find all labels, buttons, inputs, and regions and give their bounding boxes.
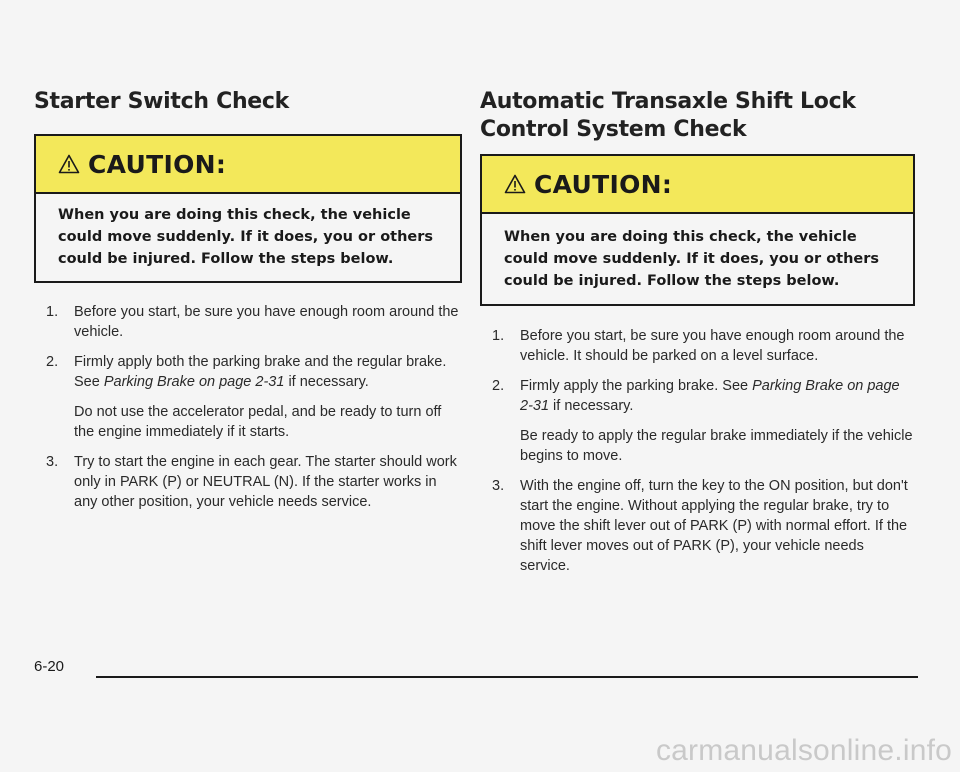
right-column [480, 86, 915, 586]
list-item [480, 376, 915, 466]
caution-label: CAUTION: [88, 149, 227, 179]
caution-box [480, 154, 915, 306]
list-item [480, 476, 915, 576]
step-number: 1. [492, 328, 505, 344]
caution-label: CAUTION: [534, 169, 673, 199]
step-text: Before you start, be sure you have enough room around the vehicle. [74, 304, 459, 340]
step-list [480, 326, 915, 576]
step-text: Before you start, be sure you have enough room around the vehicle. It should be parked on a level surface. [520, 328, 905, 364]
caution-box [34, 134, 462, 283]
caution-header [36, 136, 460, 194]
footer-divider [96, 676, 918, 678]
step-list [34, 302, 462, 512]
step-text [520, 376, 915, 416]
step-text: Try to start the engine in each gear. The starter should work only in PARK (P) or NEUTRAL (N). If the starter works in any other position, your vehicle needs service. [74, 454, 457, 510]
page-reference: Parking Brake on page 2-31 [103, 374, 285, 390]
step-subtext: Be ready to apply the regular brake immediately if the vehicle begins to move. [520, 428, 913, 464]
step-number: 1. [46, 304, 59, 320]
step-number: 3. [492, 478, 505, 494]
step-text-pre: Firmly apply the parking brake. See [520, 378, 753, 394]
section-title-starter-switch: Starter Switch Check [34, 89, 289, 114]
step-text [74, 352, 462, 392]
left-column [34, 86, 462, 522]
caution-text: When you are doing this check, the vehicle could move suddenly. If it does, you or others could be injured. Follow the steps below. [504, 229, 880, 289]
caution-header [482, 156, 913, 214]
warning-triangle-icon [504, 174, 526, 194]
page-reference: Parking Brake on page 2-31 [520, 378, 900, 414]
caution-text: When you are doing this check, the vehicle could move suddenly. If it does, you or others could be injured. Follow the steps below. [58, 207, 434, 267]
step-text-post: if necessary. [549, 398, 634, 414]
list-item [480, 326, 915, 366]
page-number: 6-20 [34, 658, 65, 675]
list-item [34, 302, 462, 342]
step-text-post: if necessary. [284, 374, 369, 390]
step-number: 2. [46, 354, 59, 370]
step-subtext: Do not use the accelerator pedal, and be ready to turn off the engine immediately if it starts. [74, 404, 442, 440]
warning-triangle-icon [58, 154, 80, 174]
section-title-shift-lock: Automatic Transaxle Shift Lock Control System Check [480, 89, 856, 142]
list-item [34, 452, 462, 512]
watermark: carmanualsonline.info [655, 734, 952, 767]
step-number: 3. [46, 454, 59, 470]
list-item [34, 352, 462, 442]
step-text-pre: Firmly apply both the parking brake and the regular brake. See [74, 354, 447, 390]
step-number: 2. [492, 378, 505, 394]
step-text: With the engine off, turn the key to the ON position, but don't start the engine. Without applying the regular brake, try to move the shift lever out of PARK (P) with normal effort. If the shift lever moves out of PARK (P), your vehicle needs service. [520, 478, 908, 574]
